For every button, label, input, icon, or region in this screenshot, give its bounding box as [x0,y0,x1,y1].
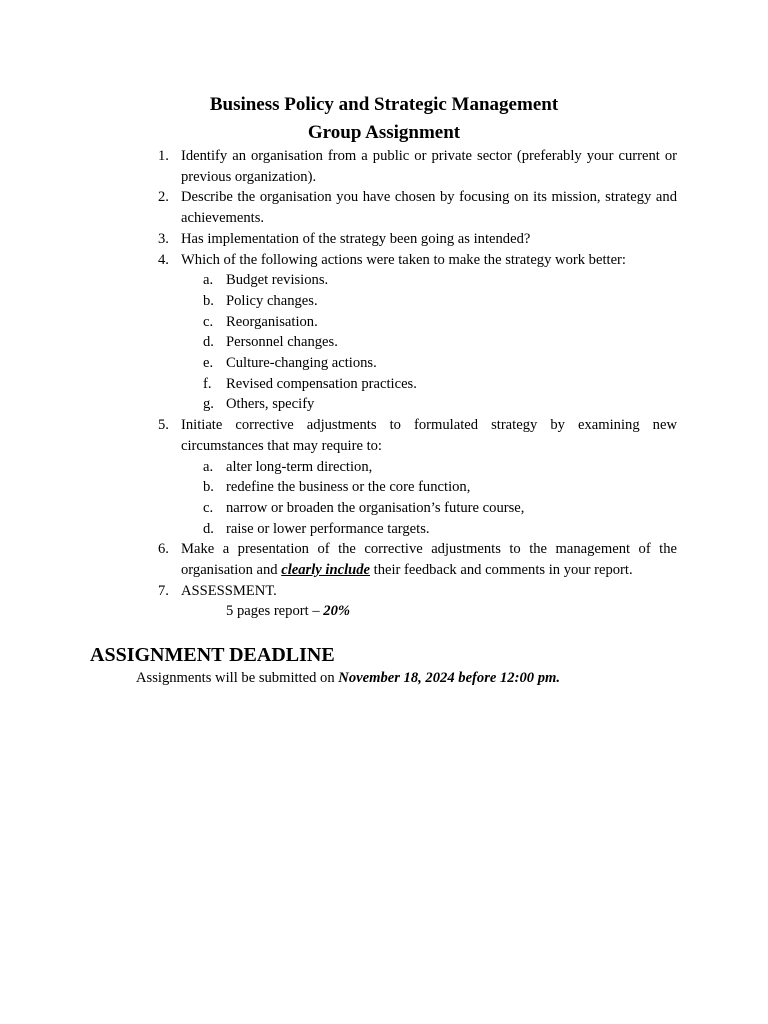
list-item [0,539,677,580]
item-number: 2. [158,189,169,206]
item-number: 4. [158,251,169,268]
item-text: ASSESSMENT. [181,582,277,599]
sub-item-letter: d. [203,520,214,537]
sub-item-letter: g. [203,396,214,413]
sub-item [0,498,677,519]
sub-item [0,353,677,374]
item-number: 1. [158,148,169,164]
sub-item-text: Policy changes. [226,292,318,309]
sub-item [0,477,677,498]
list-item [0,146,677,187]
sub-item [0,332,677,353]
sub-item-text: Revised compensation practices. [226,375,417,392]
sub-item-text: Others, specify [226,396,315,413]
document-subtitle: Group Assignment [307,122,461,143]
item-text: Make a presentation of the corrective adjustments to the management of the organisation and [181,541,677,579]
sub-item-text: Reorganisation. [226,313,318,330]
deadline-text [136,668,560,688]
sub-item [0,394,677,415]
document-title: Business Policy and Strategic Management [209,94,559,115]
assessment-value: 20% [323,603,351,620]
sub-item [0,374,677,395]
item-text: Describe the organisation you have chosen by focusing on its mission, strategy and achievements. [181,189,677,227]
list-item [0,415,677,456]
sub-item [0,270,677,291]
sub-item [0,312,677,333]
assignment-list [0,146,768,622]
sub-item [0,519,677,540]
item-number: 5. [158,417,169,434]
sub-item-letter: a. [203,272,214,289]
item-text: Initiate corrective adjustments to formulated strategy by examining new circumstances that may require to: [181,417,677,454]
item-number: 6. [158,541,169,558]
item-number: 3. [158,230,169,247]
sub-item [0,291,677,312]
sub-item-letter: c. [203,499,214,516]
item-text: Identify an organisation from a public or private sector (preferably your current or previous organization). [181,148,677,185]
sub-item-letter: c. [203,313,214,330]
sub-item-letter: d. [203,334,214,351]
assessment-line [0,601,768,622]
list-item [0,581,677,602]
sub-item-letter: b. [203,479,214,496]
sub-item-letter: a. [203,458,214,475]
list-item [0,250,677,271]
sub-item-text: Culture-changing actions. [226,355,377,372]
deadline-heading: ASSIGNMENT DEADLINE [90,644,335,666]
sub-item-text: Budget revisions. [226,272,329,289]
item-text-continued: their feedback and comments in your report. [370,562,633,579]
list-item [0,229,677,250]
sub-item-text: Personnel changes. [226,334,338,351]
assessment-label: 5 pages report – [226,603,324,620]
sub-item [0,457,677,478]
item-text: Has implementation of the strategy been going as intended? [181,230,531,247]
item-number: 7. [158,582,169,599]
deadline-date: November 18, 2024 before 12:00 pm. [338,670,560,686]
item-text: Which of the following actions were taken to make the strategy work better: [181,251,626,268]
emphasis-text: clearly include [281,562,371,579]
sub-item-letter: b. [203,292,214,309]
sub-item-text: redefine the business or the core function, [226,479,471,496]
sub-item-text: narrow or broaden the organisation’s future course, [226,499,525,516]
sub-item-letter: e. [203,355,214,372]
sub-item-text: alter long-term direction, [226,458,373,475]
list-item [0,187,677,228]
sub-item-text: raise or lower performance targets. [226,520,430,537]
deadline-lead: Assignments will be submitted on [136,670,339,686]
sub-item-letter: f. [203,375,212,392]
